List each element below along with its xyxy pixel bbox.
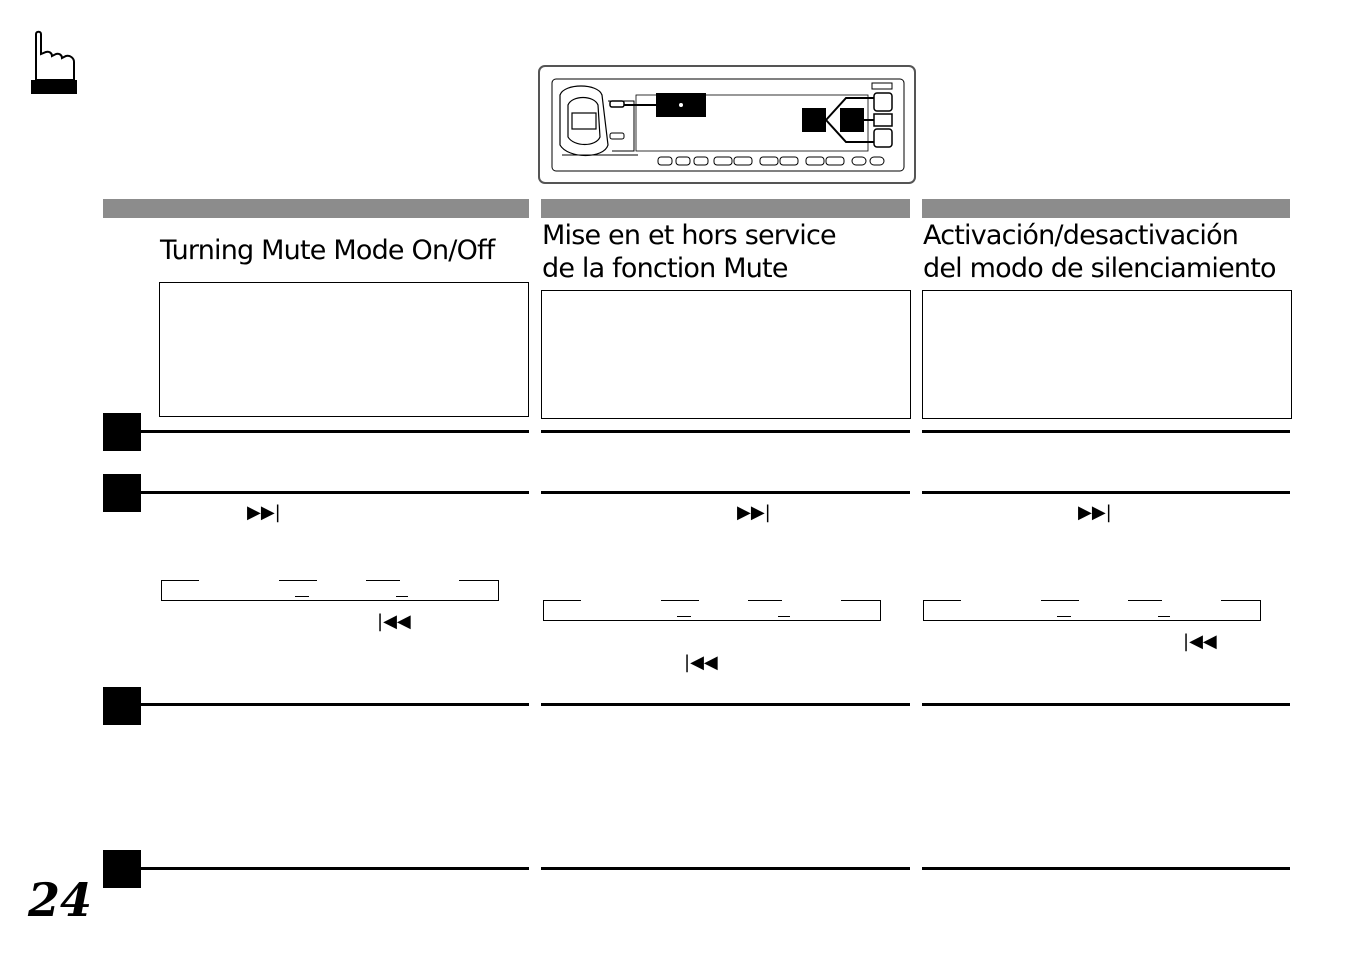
note-box-en [159, 282, 529, 417]
heading-fr-line1: Mise en et hors service [542, 220, 836, 251]
step-rule-en-3 [141, 703, 529, 706]
heading-es-line2: del modo de silenciamiento [923, 253, 1276, 284]
page-number: 24 [28, 873, 93, 927]
step-rule-fr-3 [541, 703, 910, 706]
step-rule-es-4 [922, 867, 1290, 870]
heading-es-line1: Activación/desactivación [923, 220, 1239, 251]
device-illustration [538, 65, 916, 184]
step-rule-en-4 [141, 867, 529, 870]
skip-forward-icon: ▶▶| [1078, 502, 1112, 523]
header-bar-fr [541, 199, 910, 218]
step-rule-es-1 [922, 430, 1290, 433]
skip-forward-icon: ▶▶| [247, 502, 281, 523]
header-bar-es [922, 199, 1290, 218]
note-box-fr [541, 290, 911, 419]
heading-fr-line2: de la fonction Mute [542, 253, 788, 284]
pointing-hand-icon [30, 30, 78, 96]
skip-back-icon: |◀◀ [684, 652, 718, 673]
note-box-es [922, 290, 1292, 419]
step-marker-3 [103, 687, 141, 725]
step-rule-fr-2 [541, 491, 910, 494]
skip-back-icon: |◀◀ [377, 611, 411, 632]
step-rule-en-2 [141, 491, 529, 494]
step-rule-fr-4 [541, 867, 910, 870]
step-rule-fr-1 [541, 430, 910, 433]
step-rule-es-2 [922, 491, 1290, 494]
step-marker-2 [103, 474, 141, 512]
step-marker-1 [103, 413, 141, 451]
step-marker-4 [103, 850, 141, 888]
skip-back-icon: |◀◀ [1183, 631, 1217, 652]
step-rule-es-3 [922, 703, 1290, 706]
step-rule-en-1 [141, 430, 529, 433]
heading-en: Turning Mute Mode On/Off [160, 235, 495, 266]
skip-forward-icon: ▶▶| [737, 502, 771, 523]
header-bar-en [103, 199, 529, 218]
